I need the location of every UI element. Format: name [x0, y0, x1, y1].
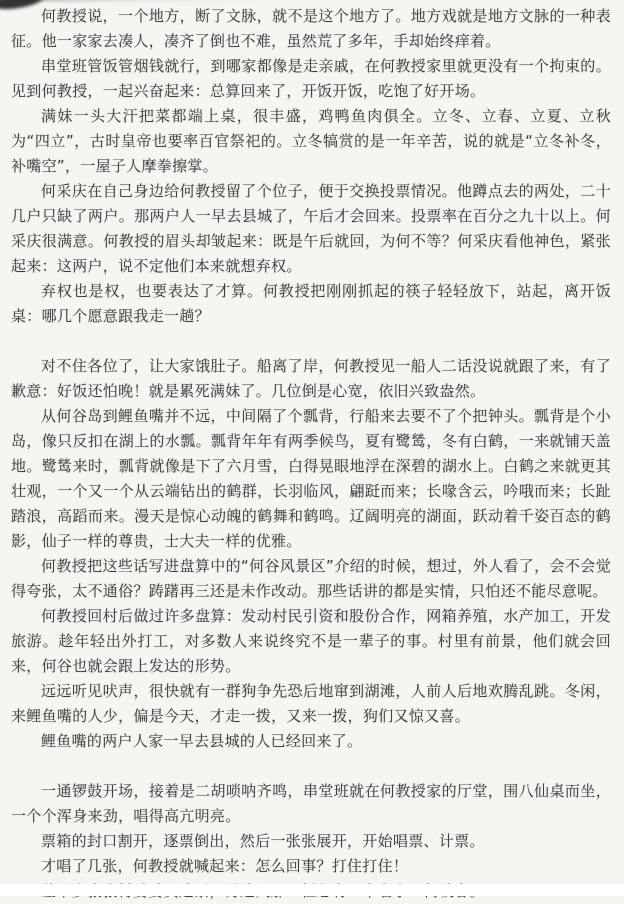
paragraph: 远远听见吠声，很快就有一群狗争先恐后地窜到湖滩，人前人后地欢腾乱跳。冬闲，来鲤鱼嘴的人少，偏是今天，才走一拨，又来一拨，狗们又惊又喜。: [11, 682, 611, 725]
page-bottom-margin: [0, 884, 624, 896]
paragraph: 何教授回村后做过许多盘算：发动村民引资和股份合作，网箱养殖，水产加工，开发旅游。趁年轻出外打工，对多数人来说终究不是一辈子的事。村里有前景，他们就会回来，何谷也就会跟上发达的形势。: [11, 607, 611, 675]
paragraph: 弃权也是权，也要表达了才算。何教授把刚刚抓起的筷子轻轻放下，站起，离开饭桌：哪几个愿意跟我走一趟？: [11, 282, 611, 325]
paragraph: 对不住各位了，让大家饿肚子。船离了岸，何教授见一船人二话没说就跟了来，有了歉意：好饭还怕晚！就是累死满妹了。几位倒是心宽，依旧兴致盎然。: [11, 357, 611, 400]
scan-edge-noise: [40, 0, 300, 2]
paragraph: 何教授说，一个地方，断了文脉，就不是这个地方了。地方戏就是地方文脉的一种表征。他一家家去凑人，凑齐了倒也不难，虽然荒了多年，手却始终痒着。: [11, 7, 611, 50]
paragraph: 从何谷岛到鲤鱼嘴并不远，中间隔了个瓢背，行船来去要不了个把钟头。瓢背是个小岛，像只反扣在湖上的水瓢。瓢背年年有两季候鸟，夏有鹭鸶，冬有白鹤，一来就铺天盖地。鹭鸶来时，瓢背就像是下了六月雪，白得晃眼地浮在深碧的湖水上。白鹤之来就更其壮观，一个又一个从云端钻出的鹤群，长羽临风，翩跹而来；长喙含云，吟哦而来；长趾踏浪，高蹈而来。漫天是惊心动魄的鹤舞和鹤鸣。辽阔明亮的湖面，跃动着千姿百态的鹤影，仙子一样的尊贵，士大夫一样的优雅。: [11, 407, 611, 550]
paragraph: 何采庆在自己身边给何教授留了个位子，便于交换投票情况。他蹲点去的两处，二十几户只缺了两户。那两户人一早去县城了，午后才会回来。投票率在百分之九十以上。何采庆很满意。何教授的眉头却皱起来：既是午后就回，为何不等？何采庆看他神色，紧张起来：这两户，说不定他们本来就想弃权。: [11, 182, 611, 275]
paragraph: 才唱了几张，何教授就喊起来：怎么回事？打住打住！: [41, 857, 409, 875]
paragraph: 满妹一头大汗把菜都端上桌，很丰盛，鸡鸭鱼肉俱全。立冬、立春、立夏、立秋为“四立”，古时皇帝也要率百官祭祀的。立冬犒赏的是一年辛苦，说的就是“立冬补冬，补嘴空”，一屋子人摩拳擦掌。: [11, 107, 611, 175]
paragraph: 串堂班管饭管烟钱就行，到哪家都像是走亲戚，在何教授家里就更没有一个拘束的。见到何教授，一起兴奋起来：总算回来了，开饭开饭，吃饱了好开场。: [11, 57, 611, 100]
paragraph: 票箱的封口割开，逐票倒出，然后一张张展开，开始唱票、计票。: [41, 832, 485, 850]
paragraph: 何教授把这些话写进盘算中的“何谷风景区”介绍的时候，想过，外人看了，会不会觉得夸张，太不通俗？踌躇再三还是未作改动。那些话讲的都是实情，只怕还不能尽意呢。: [11, 557, 611, 600]
paragraph: 鲤鱼嘴的两户人家一早去县城的人已经回来了。: [41, 732, 363, 750]
paragraph: 一通锣鼓开场，接着是二胡唢呐齐鸣，串堂班就在何教授家的厅堂，围八仙桌而坐，一个个浑身来劲，唱得高亢明亮。: [11, 782, 611, 825]
